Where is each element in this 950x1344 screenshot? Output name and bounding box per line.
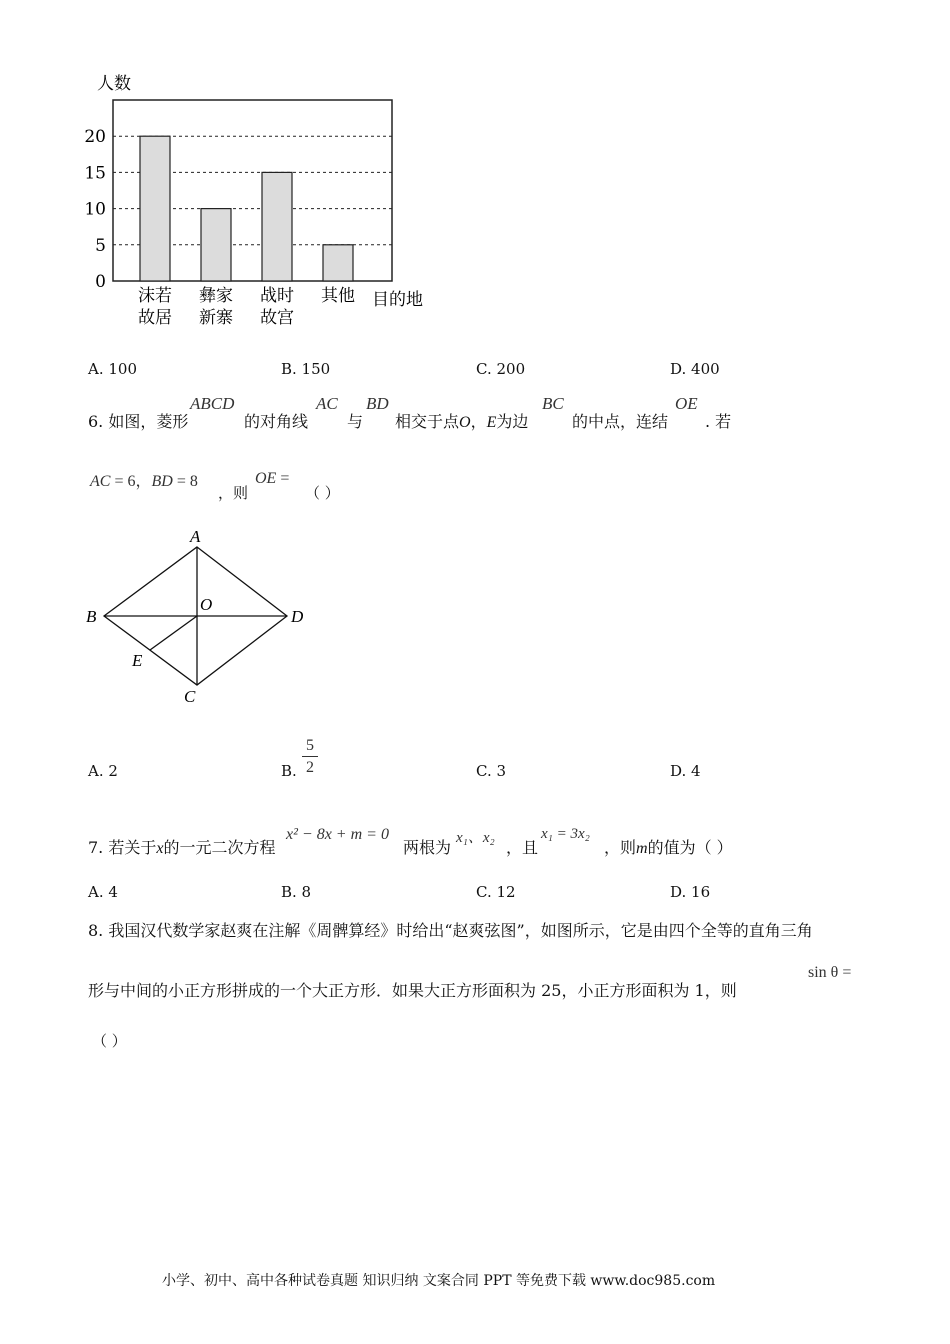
- bar: [262, 172, 292, 281]
- var-x: x: [156, 840, 164, 857]
- var-m: m: [636, 840, 648, 857]
- x-category-label: 战时: [260, 286, 294, 306]
- q7-equation: x² − 8x + m = 0: [286, 826, 389, 843]
- q7-roots: x₁、x₂: [456, 830, 495, 846]
- q6-option-c[interactable]: C. 3: [476, 762, 507, 780]
- q6-text: 为边: [496, 412, 529, 431]
- q6-text: . 若: [705, 412, 732, 431]
- q6-text: ，则: [218, 484, 249, 502]
- q7-stem: [88, 835, 275, 858]
- q5-option-b[interactable]: B. 150: [281, 360, 331, 378]
- q6-text: 的对角线: [244, 412, 309, 431]
- q6-math-bc: BC: [542, 394, 564, 413]
- bar: [201, 209, 231, 281]
- q6-option-d[interactable]: D. 4: [670, 762, 701, 780]
- q6-text: 6. 如图，菱形: [88, 412, 189, 431]
- destination-bar-chart: [0, 60, 460, 340]
- point-o: O: [459, 414, 471, 431]
- q7-option-d[interactable]: D. 16: [670, 883, 711, 901]
- answer-blank: （ ）: [92, 1032, 127, 1050]
- q6-text: 的中点，连结: [572, 412, 669, 431]
- x-category-label: 新寨: [199, 308, 233, 328]
- rhombus-figure: [80, 520, 320, 710]
- q6-math-oe: OE: [675, 394, 698, 413]
- label-d: D: [291, 607, 304, 626]
- answer-blank: （ ）: [305, 484, 340, 502]
- point-e: E: [486, 414, 497, 431]
- y-tick-label: 0: [95, 272, 106, 292]
- sin-theta-expression: sin θ =: [808, 964, 852, 981]
- page-footer: 小学、初中、高中各种试卷真题 知识归纳 文案合同 PPT 等免费下载 www.doc985.com: [162, 1273, 716, 1289]
- x-category-label: 故宫: [260, 308, 294, 328]
- q8-stem-line2: 形与中间的小正方形拼成的一个大正方形．如果大正方形面积为 25，小正方形面积为 1，则: [88, 981, 737, 1000]
- label-e: E: [132, 651, 143, 670]
- q6-option-b[interactable]: B.: [281, 762, 297, 780]
- fraction-denominator: 2: [306, 759, 314, 776]
- q6-eq: = 6，: [110, 473, 152, 490]
- label-c: C: [184, 687, 196, 706]
- x-category-labels: [138, 285, 355, 328]
- x-category-label: 故居: [138, 308, 172, 328]
- q6-math-bd: BD: [366, 394, 389, 413]
- x-category-label: 彝家: [199, 286, 233, 306]
- fraction-bar: [302, 756, 318, 757]
- bar: [323, 245, 353, 281]
- q8-stem-line1: 8. 我国汉代数学家赵爽在注解《周髀算经》时给出“赵爽弦图”，如图所示，它是由四个全等的直角三角: [88, 921, 813, 940]
- q6-text: [395, 409, 528, 432]
- q7-condition: x₁ = 3x₂: [541, 826, 590, 842]
- q6-math-ac: AC: [316, 394, 338, 413]
- y-tick-label: 10: [84, 199, 106, 220]
- q6-text: ，: [470, 412, 487, 431]
- fraction-five-halves: [302, 736, 318, 777]
- q6-ask: [255, 468, 289, 488]
- y-axis-label: 人数: [97, 74, 131, 94]
- label-a: A: [190, 527, 201, 546]
- x-category-label: 沫若: [138, 286, 172, 306]
- y-tick-labels: [84, 127, 106, 292]
- q7-option-a[interactable]: A. 4: [88, 883, 118, 901]
- q6-math-oe: OE: [255, 470, 277, 487]
- q6-eq: = 8: [172, 473, 198, 490]
- y-tick-label: 20: [84, 127, 106, 148]
- x-axis-label: 目的地: [372, 290, 423, 310]
- q5-option-a[interactable]: A. 100: [88, 360, 137, 378]
- x-category-label: 其他: [321, 286, 355, 306]
- q6-option-a[interactable]: A. 2: [88, 762, 118, 780]
- q7-tail: [604, 835, 733, 858]
- segment-oe: [150, 616, 197, 650]
- q7-option-b[interactable]: B. 8: [281, 883, 312, 901]
- q7-text: 两根为: [403, 838, 452, 857]
- fraction-numerator: 5: [306, 737, 314, 754]
- y-tick-label: 5: [95, 235, 106, 256]
- q6-text: 与: [347, 412, 364, 431]
- label-b: B: [86, 607, 97, 626]
- q7-text: ，则: [604, 838, 637, 857]
- y-tick-label: 15: [84, 163, 106, 184]
- q6-math-bd: BD: [151, 473, 173, 490]
- q6-stem-line1: [88, 409, 188, 432]
- q6-math-abcd: ABCD: [190, 394, 235, 413]
- q7-option-c[interactable]: C. 12: [476, 883, 516, 901]
- bar: [140, 136, 170, 281]
- label-o: O: [200, 595, 213, 614]
- q7-text: 的值为（ ）: [647, 838, 733, 857]
- q5-option-d[interactable]: D. 400: [670, 360, 720, 378]
- q7-text: ，且: [506, 838, 539, 857]
- q6-given: [90, 468, 198, 491]
- q6-text: 相交于点: [395, 412, 460, 431]
- q6-math-ac: AC: [90, 473, 111, 490]
- q7-text: 的一元二次方程: [163, 838, 276, 857]
- q6-eq: =: [276, 470, 290, 487]
- q7-text: 7. 若关于: [88, 838, 157, 857]
- q5-option-c[interactable]: C. 200: [476, 360, 526, 378]
